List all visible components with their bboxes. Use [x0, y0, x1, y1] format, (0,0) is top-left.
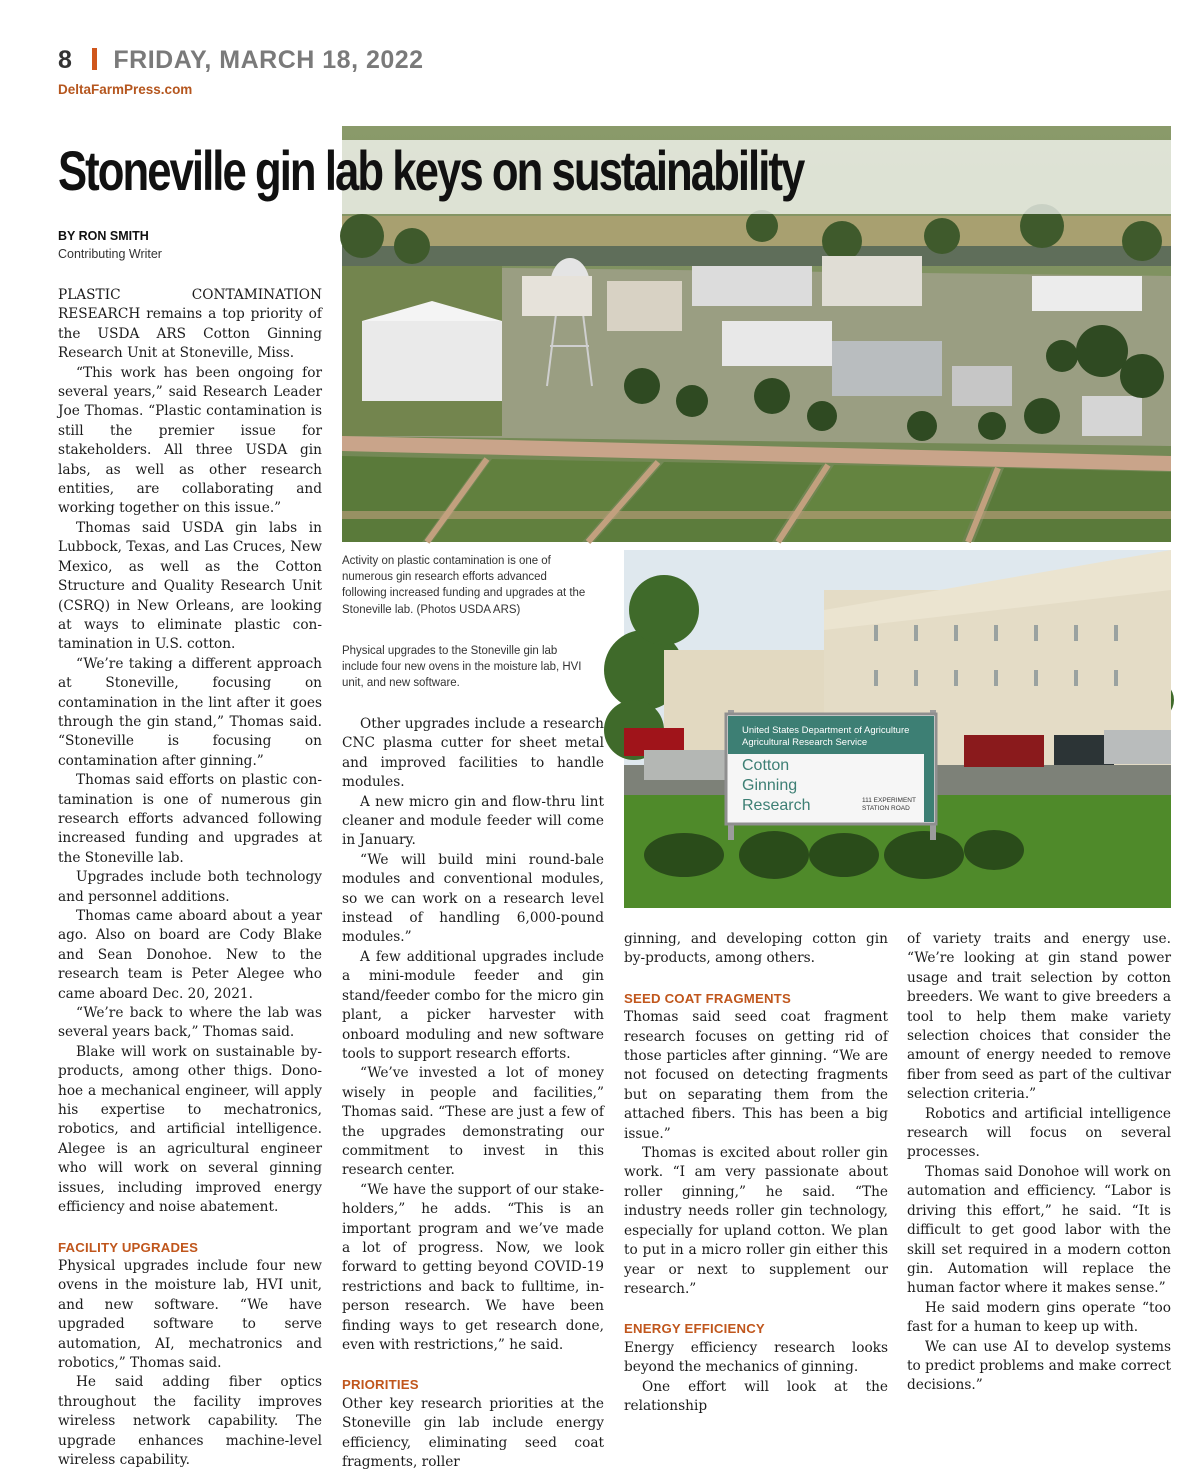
section-gap [58, 1218, 322, 1238]
headline: Stoneville gin lab keys on sustainability [58, 139, 804, 202]
body-paragraph: Other key research priorities at the Stoneville gin lab include energy efficiency, eliminating seed coat fragments, roller [342, 1395, 604, 1471]
body-paragraph: Thomas said Donohoe will work on automation and efficiency. “Labor is driving this effort,” he said. “It is difficult to get good labor with the skill set required in a modern cotton gin. Automation will replace the human factor where it makes sense.” [907, 1163, 1171, 1297]
body-paragraph: Blake will work on sustainable by-products, among other thigs. Donohoe a mechanical engineer, will apply his expertise to mechatronics, robotics, and artificial intelligence. Alegee is an agricultural engineer who will work on several ginning issues, including improved energy efficiency and noise abatement. [58, 1043, 322, 1216]
body-paragraph: Robotics and artificial intelligence research will focus on several processes. [907, 1105, 1171, 1161]
body-paragraph: Other upgrades include a research CNC plasma cutter for sheet metal and improved facilities to handle modules. [342, 716, 604, 791]
body-paragraph: Thomas said efforts on plastic contamination is one of numerous gin research efforts advanced following increased funding and upgrades at the Stoneville lab. [58, 772, 322, 866]
body-paragraph: “We will build mini round-bale modules and conventional modules, so we can work on a research level instead of handling 6,000-pound modules.” [342, 851, 604, 946]
issue-date: FRIDAY, MARCH 18, 2022 [113, 46, 424, 74]
body-paragraph: A few additional upgrades include a mini-module feeder and gin stand/feeder combo for the micro gin plant, a picker harvester with onboard moduling and new software tools to support research efforts. [342, 948, 604, 1062]
article-column-3 [624, 930, 888, 1416]
body-paragraph: He said adding fiber optics throughout the facility improves wireless network capability. The upgrade enhances machine-level wireless capability. [58, 1374, 322, 1468]
website-name: DeltaFarmPress.com [58, 82, 193, 97]
body-paragraph: We can use AI to develop systems to predict problems and make correct decisions.” [907, 1338, 1171, 1394]
page-folio [58, 46, 424, 75]
byline-role: Contributing Writer [58, 247, 162, 261]
sign-agency-line1: United States Department of Agriculture [742, 725, 910, 736]
body-paragraph: Physical upgrades include four new ovens in the moisture lab, HVI unit, and new software. “We have upgraded software to serve automation, AI, mechatronics and robotics,” Thomas said. [58, 1257, 322, 1371]
sign-address-line1: 111 EXPERIMENT [862, 797, 916, 804]
sign-address-line2: STATION ROAD [862, 805, 910, 812]
folio-divider [92, 48, 97, 70]
body-paragraph: Energy efficiency research looks beyond the mechanics of ginning. [624, 1339, 888, 1376]
article-column-1 [58, 286, 322, 1470]
section-gap [342, 1355, 604, 1375]
subhead-seed-coat-fragments: SEED COAT FRAGMENTS [624, 990, 791, 1006]
sign-name-line1: Cotton [742, 757, 790, 774]
byline: BY RON SMITH [58, 229, 149, 243]
article-column-4 [907, 930, 1171, 1396]
lede-paragraph: PLASTIC CONTAMINATION RESEARCH remains a top priority of the USDA ARS Cotton Ginning Research Unit at Stoneville, Miss. [58, 287, 322, 362]
body-paragraph: A new micro gin and flow-thru lint cleaner and module feeder will come in January. [342, 793, 604, 849]
body-paragraph: “This work has been ongoing for several years,” said Research Leader Joe Thomas. “Plastic contamination is still the premier issue for stakeholders. All three USDA gin labs, as well as other research entities, are collaborating and working together on this issue.” [58, 364, 322, 517]
section-gap [624, 1299, 888, 1319]
body-paragraph: Upgrades include both technology and personnel additions. [58, 869, 322, 905]
body-paragraph: ginning, and developing cotton gin by-products, among others. [624, 931, 888, 967]
body-paragraph: of variety traits and energy use. “We’re looking at gin stand power usage and trait selection by cotton breeders. We want to give breeders a tool to help them make variety selection choices that consider the amount of energy needed to remove fiber from seed as part of the cultivar selection criteria.” [907, 931, 1171, 1103]
body-paragraph: “We’re taking a different approach at Stoneville, focusing on contamination in the lint after it goes through the gin stand,” Thomas said. “Stoneville is focusing on contamination after ginning.” [58, 655, 322, 769]
subhead-priorities: PRIORITIES [342, 1377, 419, 1393]
body-paragraph: Thomas is excited about roller gin work. “I am very passionate about roller ginning,” he said. “The industry needs roller gin technology, especially for upland cotton. We plan to put in a micro roller gin either this year or next to supplement our research.” [624, 1145, 888, 1297]
body-paragraph: Thomas came aboard about a year ago. Also on board are Cody Blake and Sean Donohoe. New to the research team is Peter Alegee who came aboard Dec. 20, 2021. [58, 908, 322, 1002]
body-paragraph: Thomas said seed coat fragment research focuses on getting rid of those particles after ginning. “We are not focused on detecting fragments but on separating them from the attached fibers. This has been a big issue.” [624, 1009, 888, 1142]
body-paragraph: Thomas said USDA gin labs in Lubbock, Texas, and Las Cruces, New Mexico, as well as the Cotton Structure and Quality Research Unit (CSRQ) in New Orleans, are looking at ways to eliminate plastic contamination in U.S. cotton. [58, 519, 322, 653]
body-paragraph: “We’re back to where the lab was several years back,” Thomas said. [58, 1005, 322, 1041]
sign-name-line2: Ginning [742, 777, 798, 794]
sign-photo [624, 550, 1171, 908]
sign-name-line3: Research [742, 797, 811, 814]
photo-caption-2: Physical upgrades to the Stoneville gin lab include four new ovens in the moisture lab, HVI unit, and new software. [342, 643, 582, 690]
subhead-energy-efficiency: ENERGY EFFICIENCY [624, 1321, 765, 1337]
body-paragraph: “We have the support of our stakeholders,” he adds. “This is an important program and we’ve made a lot of progress. Now, we look forward to getting beyond COVID-19 restrictions and back to fulltime, in-person research. We have been finding ways to get research done, even with restrictions,” he said. [342, 1181, 604, 1353]
photo-caption-1: Activity on plastic contamination is one of numerous gin research efforts advanced following increased funding and upgrades at the Stoneville lab. (Photos USDA ARS) [342, 553, 586, 616]
page-number: 8 [58, 46, 73, 74]
subhead-facility-upgrades: FACILITY UPGRADES [58, 1239, 199, 1255]
section-gap [624, 969, 888, 989]
body-paragraph: One effort will look at the relationship [624, 1378, 888, 1414]
sign-agency-line2: Agricultural Research Service [742, 737, 868, 748]
article-column-2 [342, 715, 604, 1472]
body-paragraph: “We’ve invested a lot of money wisely in people and facilities,” Thomas said. “These are just a few of the upgrades demonstrating our commitment to invest in this research center. [342, 1065, 604, 1179]
body-paragraph: He said modern gins operate “too fast for a human to keep up with. [907, 1299, 1171, 1336]
